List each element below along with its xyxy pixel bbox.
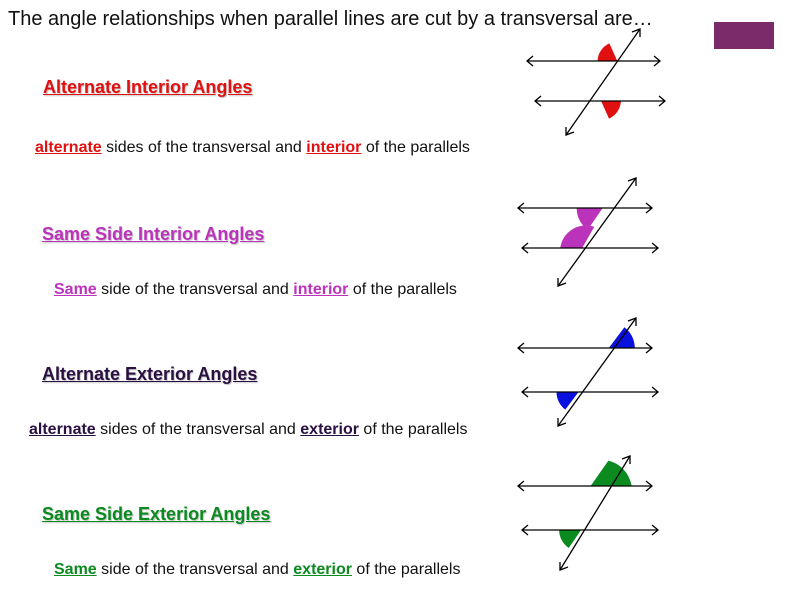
desc-text-end: of the parallels	[348, 281, 457, 298]
transversal-line	[558, 318, 636, 426]
slide-title: The angle relationships when parallel lines are cut by a transversal are…	[8, 8, 653, 30]
keyword-alternate: alternate	[35, 139, 102, 156]
diagram-alternate-interior	[520, 25, 680, 140]
desc-alternate-interior	[35, 139, 470, 157]
desc-alternate-exterior	[29, 421, 467, 439]
angle-mark	[598, 43, 618, 61]
angle-mark	[601, 101, 621, 119]
desc-text: side of the transversal and	[96, 281, 294, 298]
heading-same-side-exterior: Same Side Exterior Angles	[42, 504, 271, 524]
keyword-interior: interior	[306, 139, 362, 156]
heading-alternate-interior: Alternate Interior Angles	[43, 77, 253, 97]
desc-same-side-exterior	[54, 561, 460, 579]
keyword-same: Same	[54, 281, 97, 298]
diagram-same-side-interior	[510, 172, 670, 292]
desc-text-end: of the parallels	[351, 561, 461, 578]
angle-mark	[559, 530, 581, 548]
angle-mark	[557, 392, 579, 410]
keyword-exterior: exterior	[300, 421, 359, 438]
desc-text: sides of the transversal and	[101, 139, 307, 156]
desc-same-side-interior	[54, 281, 457, 299]
keyword-interior: interior	[293, 281, 349, 298]
diagram-alternate-exterior	[510, 312, 670, 432]
keyword-alternate: alternate	[29, 421, 96, 438]
angle-mark	[560, 225, 594, 248]
heading-alternate-exterior: Alternate Exterior Angles	[42, 364, 258, 384]
transversal-line	[560, 456, 630, 570]
desc-text: side of the transversal and	[96, 561, 294, 578]
corner-decoration	[714, 22, 774, 49]
desc-text-end: of the parallels	[361, 139, 470, 156]
transversal-line	[566, 29, 640, 135]
heading-same-side-interior: Same Side Interior Angles	[42, 224, 265, 244]
diagram-same-side-exterior	[510, 452, 670, 577]
desc-text: sides of the transversal and	[95, 421, 301, 438]
keyword-exterior: exterior	[293, 561, 352, 578]
desc-text-end: of the parallels	[358, 421, 468, 438]
keyword-same: Same	[54, 561, 97, 578]
